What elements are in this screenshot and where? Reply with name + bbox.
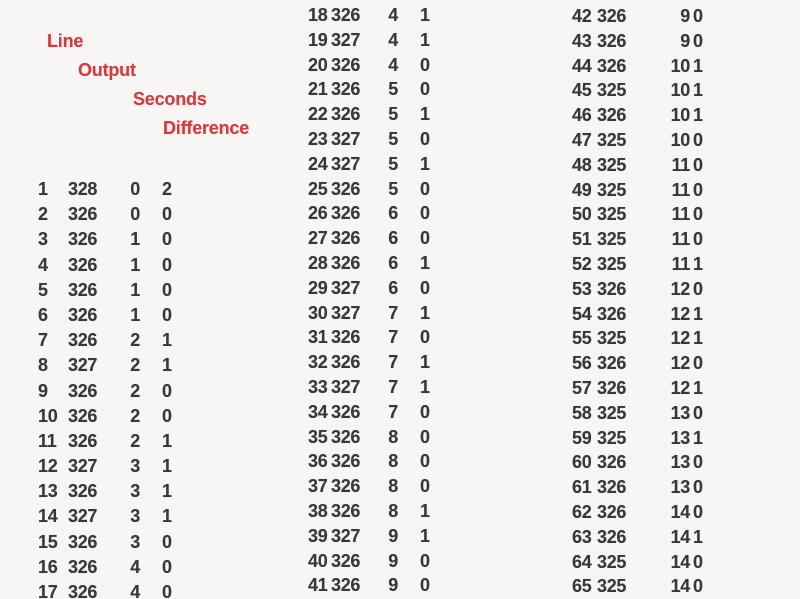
cell-line: 12: [38, 456, 58, 477]
cell-seconds: 3: [130, 506, 140, 527]
cell-line: 41: [308, 575, 328, 596]
cell-seconds: 10: [670, 55, 690, 76]
cell-difference: 0: [693, 204, 703, 225]
cell-seconds: 13: [670, 477, 690, 498]
cell-difference: 1: [693, 55, 703, 76]
listing-row: [0, 254, 800, 279]
cell-output: 325: [597, 427, 627, 448]
cell-seconds: 4: [388, 29, 398, 50]
cell-line: 28: [308, 252, 328, 273]
cell-output: 326: [68, 330, 98, 351]
cell-output: 326: [597, 526, 627, 547]
cell-line: 53: [572, 278, 592, 299]
cell-difference: 0: [693, 179, 703, 200]
cell-difference: 1: [162, 481, 172, 502]
listing-row: [0, 378, 800, 403]
cell-output: 326: [597, 377, 627, 398]
cell-difference: 0: [420, 451, 430, 472]
cell-seconds: 3: [130, 456, 140, 477]
cell-difference: 0: [693, 30, 703, 51]
cell-seconds: 11: [671, 179, 690, 200]
cell-seconds: 14: [670, 551, 690, 572]
cell-difference: 1: [162, 330, 172, 351]
cell-line: 62: [572, 501, 592, 522]
cell-difference: 0: [693, 551, 703, 572]
cell-difference: 1: [162, 355, 172, 376]
cell-difference: 0: [162, 279, 172, 300]
cell-output: 327: [68, 506, 98, 527]
cell-difference: 1: [420, 5, 430, 25]
cell-seconds: 9: [680, 6, 690, 26]
cell-output: 326: [597, 303, 627, 324]
cell-output: 326: [597, 6, 627, 26]
cell-output: 327: [331, 153, 361, 174]
cell-line: 7: [38, 330, 48, 351]
cell-line: 1: [38, 179, 48, 199]
cell-line: 20: [308, 54, 328, 75]
cell-line: 23: [308, 128, 328, 149]
cell-output: 325: [597, 253, 627, 274]
cell-output: 325: [597, 229, 627, 250]
listing-row: [0, 56, 800, 81]
cell-line: 45: [572, 80, 592, 101]
cell-seconds: 7: [388, 376, 398, 397]
cell-seconds: 0: [130, 204, 140, 225]
cell-line: 42: [572, 6, 592, 26]
cell-line: 47: [572, 129, 592, 150]
cell-difference: 0: [162, 531, 172, 552]
cell-difference: 1: [420, 302, 430, 323]
cell-difference: 0: [162, 556, 172, 577]
listing-row: [0, 576, 800, 599]
cell-difference: 0: [420, 203, 430, 224]
cell-line: 11: [38, 430, 57, 451]
cell-difference: 1: [420, 153, 430, 174]
cell-line: 43: [572, 30, 592, 51]
cell-difference: 1: [162, 456, 172, 477]
cell-output: 326: [68, 279, 98, 300]
cell-line: 57: [572, 377, 592, 398]
cell-seconds: 9: [388, 550, 398, 571]
cell-line: 36: [308, 451, 328, 472]
cell-output: 326: [331, 451, 361, 472]
cell-seconds: 8: [388, 476, 398, 497]
cell-output: 326: [331, 228, 361, 249]
cell-output: 325: [597, 179, 627, 200]
cell-seconds: 11: [671, 204, 690, 225]
cell-output: 326: [331, 426, 361, 447]
cell-seconds: 5: [388, 153, 398, 174]
cell-difference: 1: [693, 303, 703, 324]
cell-seconds: 2: [130, 330, 140, 351]
cell-line: 63: [572, 526, 592, 547]
cell-line: 30: [308, 302, 328, 323]
cell-difference: 0: [162, 229, 172, 250]
cell-output: 326: [597, 501, 627, 522]
cell-output: 325: [597, 154, 627, 175]
cell-difference: 1: [162, 506, 172, 527]
cell-line: 40: [308, 550, 328, 571]
cell-seconds: 13: [670, 427, 690, 448]
listing-row: [0, 353, 800, 378]
cell-seconds: 14: [670, 526, 690, 547]
cell-line: 14: [38, 506, 58, 527]
cell-difference: 0: [420, 178, 430, 199]
cell-output: 326: [68, 380, 98, 401]
cell-output: 328: [68, 179, 98, 199]
cell-output: 326: [331, 500, 361, 521]
cell-seconds: 1: [130, 254, 140, 275]
cell-line: 33: [308, 376, 328, 397]
cell-line: 10: [38, 405, 58, 426]
cell-line: 49: [572, 179, 592, 200]
cell-seconds: 4: [130, 582, 140, 599]
cell-seconds: 7: [388, 327, 398, 348]
cell-output: 326: [68, 481, 98, 502]
cell-seconds: 6: [388, 277, 398, 298]
cell-line: 34: [308, 401, 328, 422]
listing-row: [0, 452, 800, 477]
cell-seconds: 3: [130, 481, 140, 502]
cell-difference: 0: [162, 304, 172, 325]
cell-seconds: 11: [671, 229, 690, 250]
cell-seconds: 5: [388, 178, 398, 199]
cell-output: 326: [68, 405, 98, 426]
cell-difference: 0: [162, 204, 172, 225]
listing-row: [0, 279, 800, 304]
cell-output: 327: [331, 376, 361, 397]
cell-line: 65: [572, 576, 592, 597]
cell-output: 326: [68, 254, 98, 275]
cell-output: 327: [68, 355, 98, 376]
cell-line: 15: [38, 531, 58, 552]
column-header-seconds: Seconds: [133, 89, 207, 109]
cell-output: 326: [597, 30, 627, 51]
cell-line: 9: [38, 380, 48, 401]
cell-difference: 1: [420, 29, 430, 50]
cell-output: 325: [597, 80, 627, 101]
cell-line: 21: [308, 79, 328, 100]
cell-line: 39: [308, 525, 328, 546]
cell-output: 326: [597, 278, 627, 299]
cell-line: 50: [572, 204, 592, 225]
cell-difference: 0: [693, 6, 703, 26]
cell-difference: 0: [420, 401, 430, 422]
cell-difference: 0: [420, 128, 430, 149]
cell-output: 327: [331, 128, 361, 149]
cell-seconds: 10: [670, 129, 690, 150]
cell-line: 52: [572, 253, 592, 274]
cell-seconds: 12: [670, 278, 690, 299]
cell-difference: 0: [420, 426, 430, 447]
cell-line: 44: [572, 55, 592, 76]
cell-output: 326: [331, 5, 361, 25]
cell-difference: 0: [420, 54, 430, 75]
cell-seconds: 8: [388, 426, 398, 447]
listing-row: [0, 527, 800, 552]
cell-seconds: 5: [388, 128, 398, 149]
cell-output: 327: [331, 29, 361, 50]
cell-line: 37: [308, 476, 328, 497]
cell-output: 326: [68, 582, 98, 599]
cell-seconds: 0: [130, 179, 140, 199]
cell-seconds: 7: [388, 401, 398, 422]
cell-seconds: 4: [388, 5, 398, 25]
cell-difference: 1: [420, 104, 430, 125]
cell-line: 4: [38, 254, 48, 275]
cell-output: 325: [597, 576, 627, 597]
cell-seconds: 12: [670, 328, 690, 349]
cell-output: 327: [331, 525, 361, 546]
cell-difference: 0: [693, 278, 703, 299]
cell-difference: 0: [693, 501, 703, 522]
cell-line: 46: [572, 105, 592, 126]
cell-seconds: 5: [388, 104, 398, 125]
cell-output: 326: [331, 203, 361, 224]
cell-output: 325: [597, 402, 627, 423]
cell-output: 326: [597, 55, 627, 76]
listing-row: [0, 428, 800, 453]
cell-difference: 0: [420, 277, 430, 298]
cell-output: 325: [597, 328, 627, 349]
cell-output: 326: [331, 575, 361, 596]
cell-output: 326: [331, 476, 361, 497]
cell-output: 327: [331, 277, 361, 298]
cell-seconds: 1: [130, 304, 140, 325]
cell-difference: 0: [693, 402, 703, 423]
cell-line: 6: [38, 304, 48, 325]
listing-row: [0, 6, 800, 31]
cell-seconds: 4: [388, 54, 398, 75]
column-header-difference: Difference: [163, 118, 250, 138]
cell-output: 326: [331, 252, 361, 273]
cell-output: 326: [68, 430, 98, 451]
cell-seconds: 1: [130, 279, 140, 300]
cell-line: 18: [308, 5, 328, 25]
cell-line: 58: [572, 402, 592, 423]
cell-line: 22: [308, 104, 328, 125]
cell-difference: 0: [162, 254, 172, 275]
cell-output: 326: [597, 452, 627, 473]
listing-row: [0, 502, 800, 527]
cell-difference: 0: [420, 476, 430, 497]
cell-line: 17: [38, 582, 58, 599]
cell-difference: 1: [693, 105, 703, 126]
cell-line: 27: [308, 228, 328, 249]
cell-output: 326: [331, 550, 361, 571]
cell-line: 48: [572, 154, 592, 175]
listing-row: [0, 80, 800, 105]
cell-seconds: 2: [130, 380, 140, 401]
cell-difference: 1: [420, 525, 430, 546]
cell-seconds: 10: [670, 105, 690, 126]
cell-difference: 1: [693, 328, 703, 349]
cell-seconds: 11: [671, 253, 690, 274]
listing-row: [0, 204, 800, 229]
cell-difference: 0: [693, 477, 703, 498]
column-header-line: Line: [47, 31, 84, 51]
listing-row: [0, 155, 800, 180]
cell-line: 2: [38, 204, 48, 225]
cell-output: 327: [68, 456, 98, 477]
cell-line: 19: [308, 29, 328, 50]
cell-line: 38: [308, 500, 328, 521]
cell-seconds: 10: [670, 80, 690, 101]
cell-output: 325: [597, 204, 627, 225]
cell-difference: 0: [162, 582, 172, 599]
cell-seconds: 14: [670, 501, 690, 522]
cell-line: 61: [572, 477, 592, 498]
cell-difference: 1: [420, 352, 430, 373]
cell-line: 8: [38, 355, 48, 376]
cell-seconds: 13: [670, 452, 690, 473]
cell-seconds: 2: [130, 430, 140, 451]
cell-output: 326: [331, 327, 361, 348]
cell-line: 55: [572, 328, 592, 349]
listing-row: [0, 130, 800, 155]
listing-column-right: [0, 6, 800, 599]
cell-seconds: 6: [388, 228, 398, 249]
cell-seconds: 13: [670, 402, 690, 423]
cell-line: 24: [308, 153, 328, 174]
listing-row: [0, 552, 800, 577]
column-header-output: Output: [78, 60, 136, 80]
cell-line: 60: [572, 452, 592, 473]
cell-output: 325: [597, 551, 627, 572]
listing-row: [0, 328, 800, 353]
cell-output: 326: [597, 353, 627, 374]
cell-seconds: 9: [388, 575, 398, 596]
cell-line: 54: [572, 303, 592, 324]
cell-line: 32: [308, 352, 328, 373]
cell-output: 327: [331, 302, 361, 323]
cell-output: 326: [331, 401, 361, 422]
cell-line: 26: [308, 203, 328, 224]
listing-row: [0, 229, 800, 254]
cell-seconds: 3: [130, 531, 140, 552]
cell-output: 326: [68, 229, 98, 250]
cell-line: 3: [38, 229, 48, 250]
cell-difference: 0: [420, 327, 430, 348]
listing-row: [0, 403, 800, 428]
cell-seconds: 9: [388, 525, 398, 546]
cell-seconds: 7: [388, 302, 398, 323]
cell-line: 31: [308, 327, 328, 348]
cell-difference: 1: [693, 253, 703, 274]
cell-difference: 0: [420, 79, 430, 100]
listing-row: [0, 180, 800, 205]
cell-difference: 2: [162, 179, 172, 199]
cell-line: 51: [572, 229, 592, 250]
cell-line: 29: [308, 277, 328, 298]
cell-seconds: 8: [388, 500, 398, 521]
cell-output: 326: [331, 104, 361, 125]
cell-seconds: 11: [671, 154, 690, 175]
cell-seconds: 4: [130, 556, 140, 577]
cell-difference: 0: [693, 129, 703, 150]
cell-difference: 1: [420, 376, 430, 397]
cell-output: 326: [68, 304, 98, 325]
cell-difference: 0: [693, 452, 703, 473]
cell-difference: 0: [693, 576, 703, 597]
cell-difference: 1: [693, 377, 703, 398]
cell-output: 326: [68, 531, 98, 552]
cell-difference: 0: [162, 405, 172, 426]
cell-output: 326: [331, 352, 361, 373]
cell-difference: 1: [693, 427, 703, 448]
cell-line: 59: [572, 427, 592, 448]
cell-difference: 0: [693, 353, 703, 374]
cell-output: 326: [597, 105, 627, 126]
cell-difference: 1: [693, 80, 703, 101]
cell-line: 5: [38, 279, 48, 300]
cell-line: 13: [38, 481, 58, 502]
cell-difference: 0: [162, 380, 172, 401]
listing-row: [0, 105, 800, 130]
cell-line: 56: [572, 353, 592, 374]
cell-difference: 0: [420, 550, 430, 571]
cell-seconds: 6: [388, 252, 398, 273]
cell-line: 16: [38, 556, 58, 577]
cell-output: 326: [597, 477, 627, 498]
cell-line: 64: [572, 551, 592, 572]
cell-seconds: 12: [670, 353, 690, 374]
cell-line: 25: [308, 178, 328, 199]
cell-seconds: 8: [388, 451, 398, 472]
cell-seconds: 2: [130, 355, 140, 376]
cell-difference: 1: [420, 252, 430, 273]
cell-output: 326: [331, 54, 361, 75]
cell-difference: 0: [693, 229, 703, 250]
cell-seconds: 14: [670, 576, 690, 597]
cell-seconds: 2: [130, 405, 140, 426]
cell-output: 325: [597, 129, 627, 150]
cell-output: 326: [331, 178, 361, 199]
cell-line: 35: [308, 426, 328, 447]
cell-seconds: 9: [680, 30, 690, 51]
listing-row: [0, 31, 800, 56]
listing-row: [0, 477, 800, 502]
cell-difference: 0: [693, 154, 703, 175]
cell-seconds: 5: [388, 79, 398, 100]
cell-difference: 1: [693, 526, 703, 547]
cell-seconds: 6: [388, 203, 398, 224]
cell-seconds: 12: [670, 377, 690, 398]
cell-seconds: 1: [130, 229, 140, 250]
cell-output: 326: [68, 556, 98, 577]
listing-row: [0, 304, 800, 329]
cell-output: 326: [331, 79, 361, 100]
cell-seconds: 7: [388, 352, 398, 373]
cell-seconds: 12: [670, 303, 690, 324]
cell-difference: 0: [420, 575, 430, 596]
cell-difference: 1: [420, 500, 430, 521]
cell-difference: 0: [420, 228, 430, 249]
cell-output: 326: [68, 204, 98, 225]
cell-difference: 1: [162, 430, 172, 451]
